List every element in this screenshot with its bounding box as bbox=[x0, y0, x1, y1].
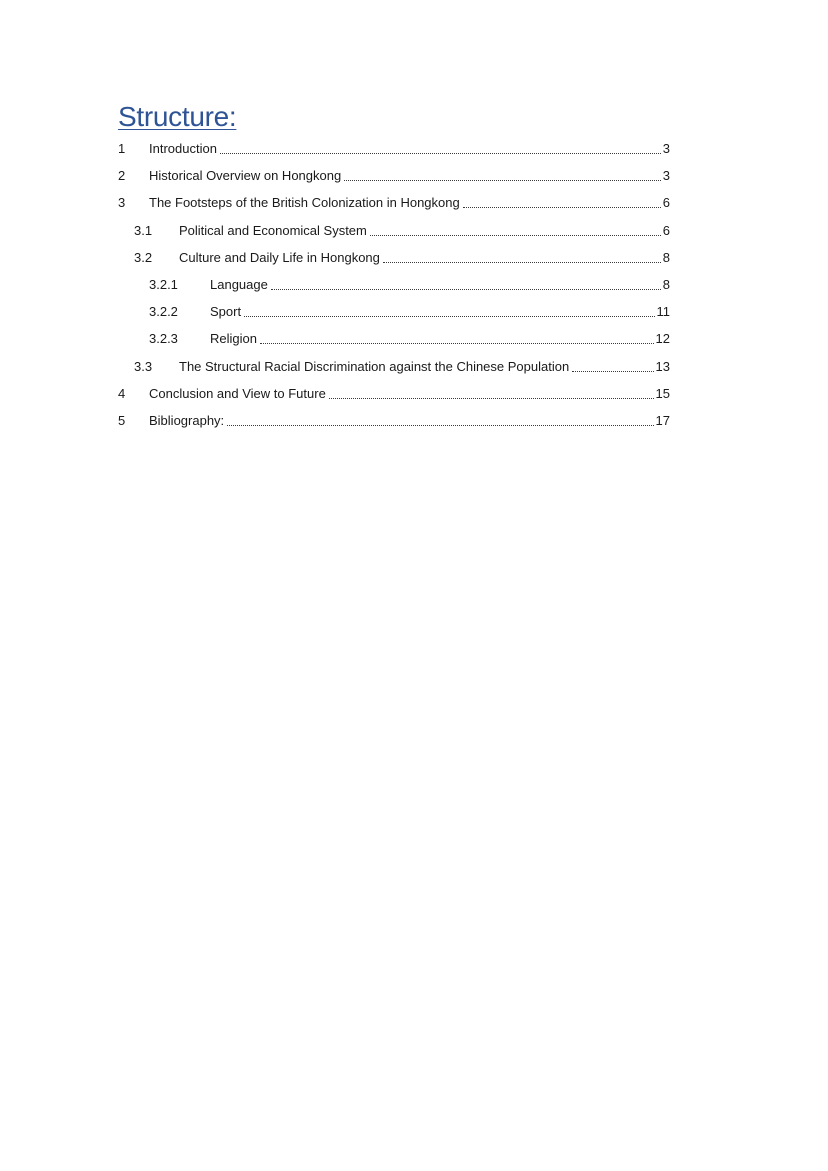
toc-entry-title: Language bbox=[210, 277, 268, 292]
toc-dot-leader bbox=[244, 316, 654, 317]
toc-entry-page-number: 8 bbox=[662, 249, 670, 265]
toc-entry-number: 2 bbox=[118, 168, 126, 184]
toc-dot-leader bbox=[383, 262, 661, 263]
toc-dot-leader bbox=[463, 207, 661, 208]
toc-dot-leader bbox=[572, 371, 653, 372]
toc-entry-title: Religion bbox=[210, 331, 257, 347]
toc-dot-leader bbox=[220, 153, 661, 154]
toc-entry-title: The Footsteps of the British Colonization in Hongkong bbox=[149, 195, 460, 211]
toc-entry[interactable] bbox=[118, 167, 670, 185]
toc-entry-page-number: 6 bbox=[662, 195, 670, 211]
toc-entry-number: 1 bbox=[118, 141, 126, 156]
toc-dot-leader bbox=[260, 343, 654, 344]
toc-entry-number: 3.2.1 bbox=[149, 277, 178, 292]
toc-entry-page-number: 3 bbox=[662, 141, 670, 156]
toc-entry[interactable] bbox=[149, 276, 670, 294]
toc-entry-page-number: 12 bbox=[655, 331, 670, 347]
toc-dot-leader bbox=[271, 289, 661, 290]
toc-entry-title: The Structural Racial Discrimination against the Chinese Population bbox=[179, 358, 570, 374]
toc-dot-leader bbox=[370, 235, 661, 236]
toc-entry-number: 3.2 bbox=[134, 249, 153, 265]
toc-entry[interactable] bbox=[118, 194, 670, 212]
toc-entry-page-number: 11 bbox=[656, 304, 670, 320]
toc-entry-title: Historical Overview on Hongkong bbox=[149, 168, 342, 184]
toc-entry-title: Culture and Daily Life in Hongkong bbox=[179, 249, 380, 265]
toc-entry-number: 3.2.3 bbox=[149, 331, 178, 347]
toc-entry-title: Conclusion and View to Future bbox=[149, 385, 326, 401]
toc-entry-page-number: 15 bbox=[655, 385, 670, 401]
toc-entry-title: Political and Economical System bbox=[179, 222, 367, 238]
toc-entry-title: Bibliography: bbox=[149, 413, 225, 428]
toc-heading: Structure: bbox=[118, 101, 237, 132]
toc-entry[interactable] bbox=[149, 330, 670, 348]
toc-entry[interactable] bbox=[118, 385, 670, 403]
toc-entry[interactable] bbox=[118, 412, 670, 430]
toc-entry[interactable] bbox=[118, 140, 670, 158]
toc-entry-page-number: 3 bbox=[662, 168, 670, 184]
toc-entry[interactable] bbox=[134, 222, 670, 240]
toc-dot-leader bbox=[344, 180, 661, 181]
toc-entry-title: Introduction bbox=[149, 141, 217, 156]
toc-entry[interactable] bbox=[134, 249, 670, 267]
toc-entry-page-number: 6 bbox=[662, 222, 670, 238]
toc-entry-number: 3.1 bbox=[134, 222, 153, 238]
toc-entry-page-number: 17 bbox=[655, 413, 670, 428]
toc-entry[interactable] bbox=[134, 358, 670, 376]
toc-entry-number: 3.3 bbox=[134, 358, 153, 374]
toc-dot-leader bbox=[329, 398, 654, 399]
toc-entry-number: 5 bbox=[118, 413, 126, 428]
toc-entry-title: Sport bbox=[210, 304, 242, 320]
toc-entry-number: 4 bbox=[118, 385, 126, 401]
toc-entry-number: 3 bbox=[118, 195, 126, 211]
toc-entry-page-number: 8 bbox=[662, 277, 670, 292]
toc-entry-number: 3.2.2 bbox=[149, 304, 178, 320]
toc-dot-leader bbox=[227, 425, 653, 426]
toc-entry-page-number: 13 bbox=[655, 358, 670, 374]
toc-entry[interactable] bbox=[149, 303, 670, 321]
